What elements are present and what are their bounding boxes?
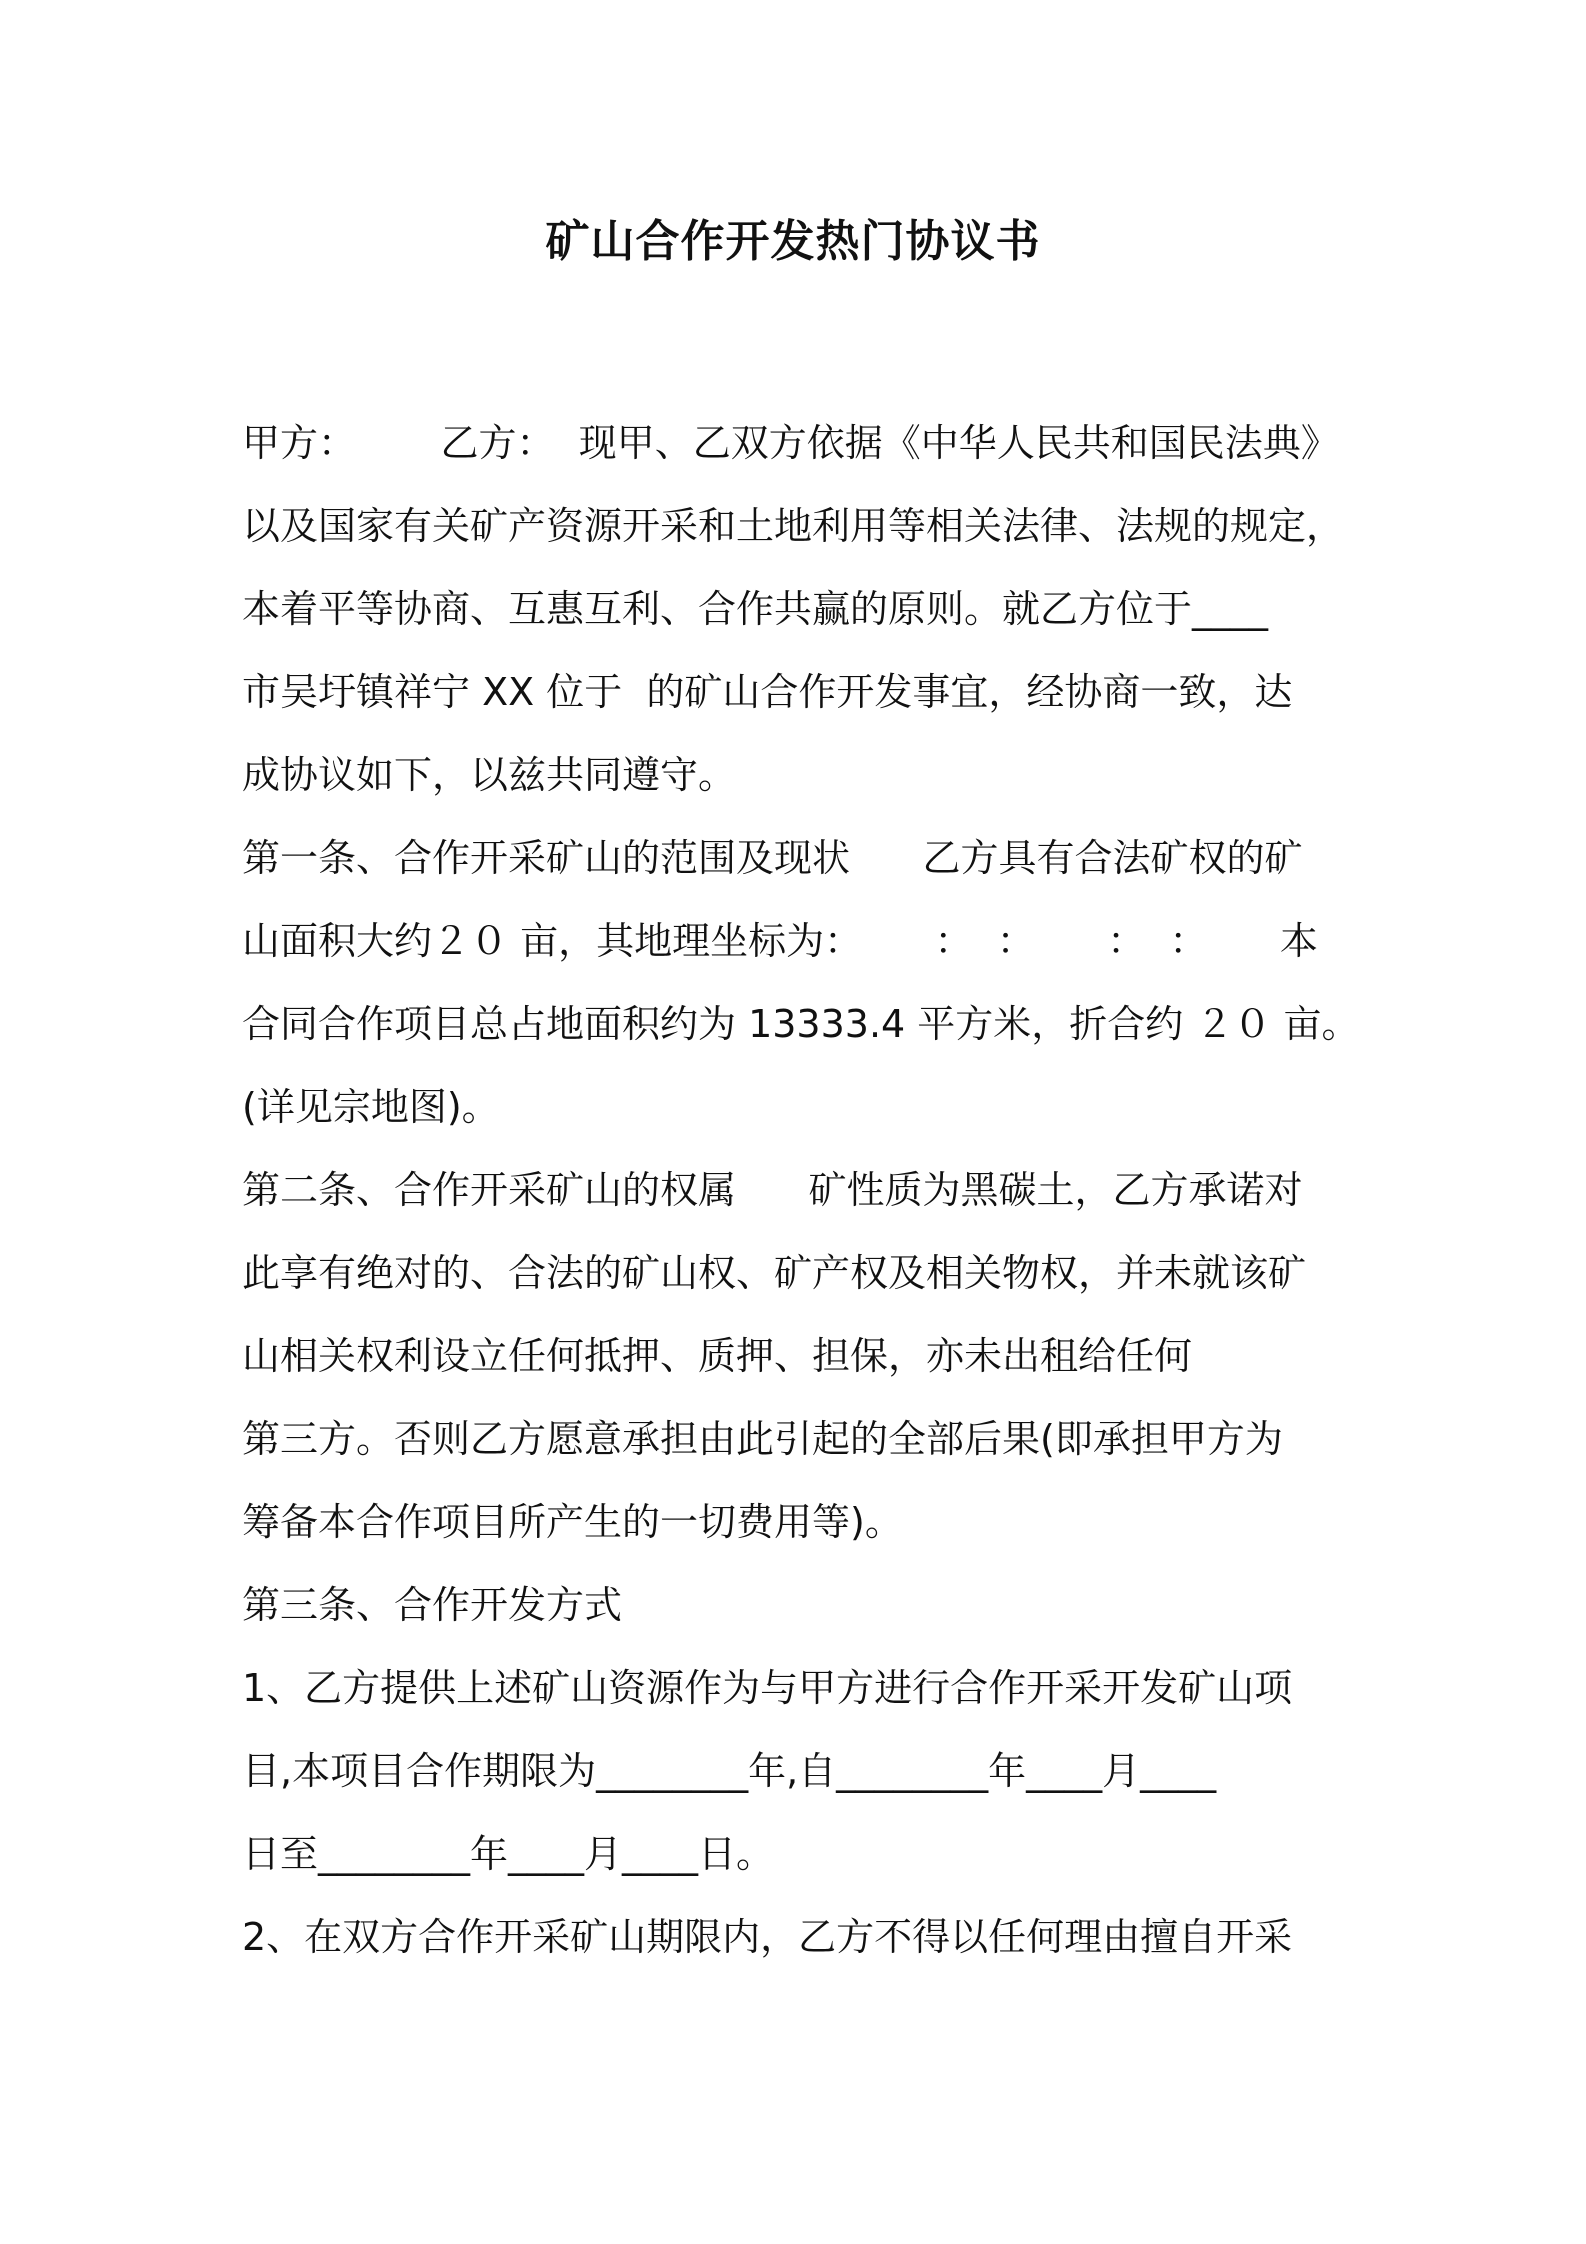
document-title: 矿山合作开发热门协议书 <box>545 216 1041 267</box>
paragraph-line-2: 以及国家有关矿产资源开采和土地利用等相关法律、法规的规定， <box>242 504 1345 548</box>
article-3-heading: 第三条、合作开发方式 <box>242 1583 623 1627</box>
article-1-line-1: 第一条、合作开采矿山的范围及现状 乙方具有合法矿权的矿 <box>242 836 1303 880</box>
article-1-line-4: (详见宗地图)。 <box>242 1085 500 1129</box>
paragraph-line-5: 成协议如下，以兹共同遵守。 <box>242 753 737 797</box>
article-1-line-3: 合同合作项目总占地面积约为 13333.4 平方米，折合约 ２０ 亩。 <box>242 1002 1360 1046</box>
paragraph-line-1: 甲方： 乙方： 现甲、乙双方依据《中华人民共和国民法典》 <box>242 421 1339 465</box>
article-2-line-4: 第三方。否则乙方愿意承担由此引起的全部后果(即承担甲方为 <box>242 1417 1283 1461</box>
article-3-item-1-line-1: 1、乙方提供上述矿山资源作为与甲方进行合作开采开发矿山项 <box>242 1666 1293 1710</box>
article-2-line-5: 筹备本合作项目所产生的一切费用等)。 <box>242 1500 903 1544</box>
article-2-line-2: 此享有绝对的、合法的矿山权、矿产权及相关物权，并未就该矿 <box>242 1251 1307 1295</box>
article-3-item-1-line-3: 日至________年____月____日。 <box>242 1832 775 1876</box>
article-3-item-2-line-1: 2、在双方合作开采矿山期限内，乙方不得以任何理由擅自开采 <box>242 1915 1293 1959</box>
article-2-line-1: 第二条、合作开采矿山的权属 矿性质为黑碳土，乙方承诺对 <box>242 1168 1303 1212</box>
document-body <box>242 402 1362 1979</box>
paragraph-line-4: 市吴圩镇祥宁 XX 位于 的矿山合作开发事宜，经协商一致，达 <box>242 670 1293 714</box>
article-2-line-3: 山相关权利设立任何抵押、质押、担保，亦未出租给任何 <box>242 1334 1193 1378</box>
article-1-line-2: 山面积大约２０ 亩，其地理坐标为： ： ： ： ： 本 <box>242 919 1318 963</box>
paragraph-line-3: 本着平等协商、互惠互利、合作共赢的原则。就乙方位于____ <box>242 587 1269 631</box>
article-3-item-1-line-2: 目,本项目合作期限为________年,自________年____月____ <box>242 1749 1217 1793</box>
